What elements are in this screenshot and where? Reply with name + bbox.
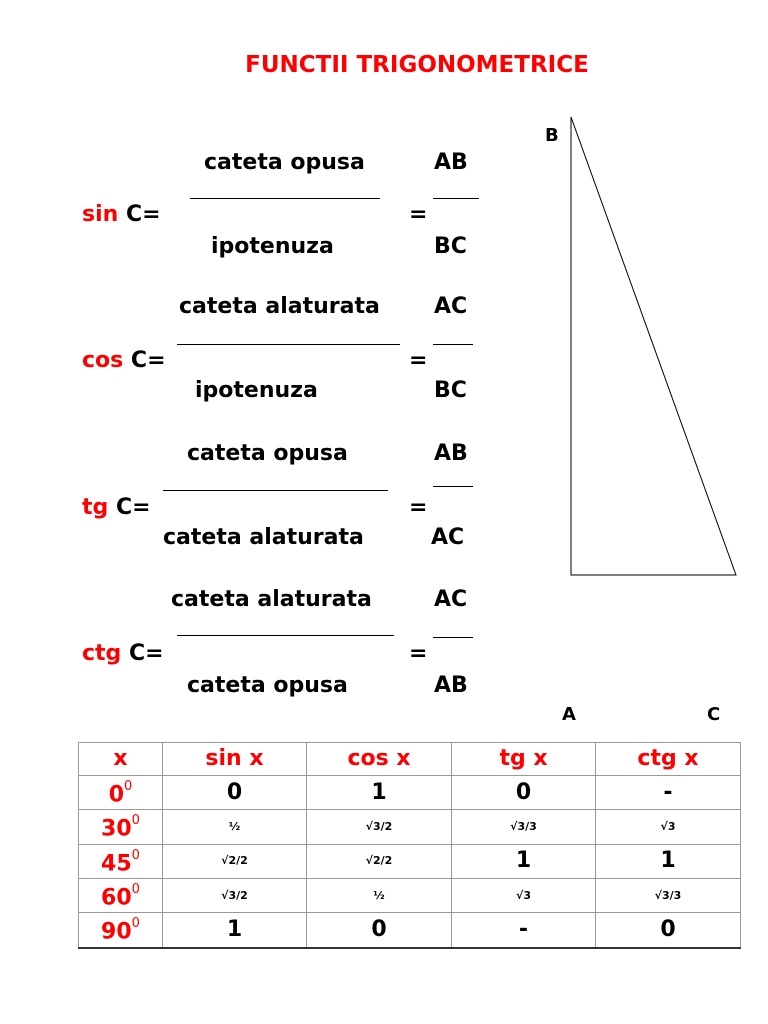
table-cell: √3 [452, 878, 596, 912]
ratio-bar [433, 486, 473, 487]
column-header: tg x [452, 743, 596, 776]
ratio-denominator: AB [434, 673, 468, 698]
fraction-bar [177, 635, 394, 636]
degree-mark: 0 [131, 881, 140, 897]
vertex-label-a: A [562, 704, 576, 725]
page-title: FUNCTII TRIGONOMETRICE [245, 52, 589, 78]
function-argument: C= [128, 641, 164, 666]
table-cell: - [452, 913, 596, 948]
ratio-bar [433, 344, 473, 345]
table-cell: ½ [307, 878, 452, 912]
formula-denominator: cateta alaturata [163, 525, 364, 550]
angle-value: 30 [101, 816, 132, 842]
equals-sign: = [409, 495, 428, 520]
angle-value: 60 [101, 885, 132, 911]
column-header: sin x [163, 743, 307, 776]
formula-lhs [82, 202, 161, 227]
formula-numerator: cateta alaturata [179, 294, 380, 319]
formula-numerator: cateta opusa [187, 441, 348, 466]
table-cell: √3/2 [307, 810, 452, 844]
table-cell: 1 [596, 844, 741, 878]
formula-numerator: cateta alaturata [171, 587, 372, 612]
fraction-bar [163, 490, 388, 491]
table-cell: - [596, 776, 741, 810]
formula-ctg [0, 587, 520, 727]
table-cell: √3/3 [452, 810, 596, 844]
table-cell: 0 [307, 913, 452, 948]
formula-tg [0, 441, 520, 581]
formula-lhs [82, 641, 164, 666]
ratio-denominator: BC [434, 378, 467, 403]
table-cell: √2/2 [163, 844, 307, 878]
ratio-numerator: AB [434, 150, 468, 175]
function-argument: C= [125, 202, 161, 227]
ratio-bar [433, 198, 479, 199]
vertex-label-c: C [707, 704, 721, 725]
formula-lhs [82, 495, 151, 520]
formula-lhs [82, 348, 166, 373]
function-name: ctg [82, 641, 122, 666]
function-name: tg [82, 495, 109, 520]
table-row [79, 878, 741, 912]
function-name: cos [82, 348, 124, 373]
table-cell: 0 [596, 913, 741, 948]
equals-sign: = [409, 202, 428, 227]
table-cell: 0 [163, 776, 307, 810]
function-argument: C= [115, 495, 151, 520]
right-triangle-diagram [560, 112, 750, 582]
table-row [79, 913, 741, 948]
angle-value: 45 [101, 850, 132, 876]
ratio-numerator: AB [434, 441, 468, 466]
ratio-denominator: BC [434, 234, 467, 259]
formula-numerator: cateta opusa [204, 150, 365, 175]
ratio-bar [433, 637, 473, 638]
table-cell: √3/3 [596, 878, 741, 912]
triangle-shape [571, 117, 736, 575]
table-cell: 1 [163, 913, 307, 948]
angle-cell [79, 844, 163, 878]
fraction-bar [190, 198, 380, 199]
degree-mark: 0 [131, 847, 140, 863]
angle-cell [79, 878, 163, 912]
trig-values-table [78, 742, 741, 949]
table-cell: 0 [452, 776, 596, 810]
column-header: ctg x [596, 743, 741, 776]
fraction-bar [177, 344, 400, 345]
table-cell: 1 [307, 776, 452, 810]
formula-denominator: cateta opusa [187, 673, 348, 698]
table-cell: 1 [452, 844, 596, 878]
column-header: x [79, 743, 163, 776]
vertex-label-b: B [545, 125, 559, 146]
equals-sign: = [409, 348, 428, 373]
table-row [79, 810, 741, 844]
formula-cos [0, 294, 520, 434]
table-cell: ½ [163, 810, 307, 844]
table-cell: √3 [596, 810, 741, 844]
column-header: cos x [307, 743, 452, 776]
formula-denominator: ipotenuza [195, 378, 318, 403]
angle-cell [79, 913, 163, 948]
table-row [79, 844, 741, 878]
table-cell: √2/2 [307, 844, 452, 878]
table-row [79, 776, 741, 810]
angle-value: 0 [108, 782, 125, 808]
angle-cell [79, 776, 163, 810]
ratio-numerator: AC [434, 587, 468, 612]
degree-mark: 0 [131, 813, 140, 829]
ratio-numerator: AC [434, 294, 468, 319]
function-name: sin [82, 202, 119, 227]
formula-denominator: ipotenuza [211, 234, 334, 259]
table-header-row [79, 743, 741, 776]
formula-sin [0, 150, 520, 290]
equals-sign: = [409, 641, 428, 666]
table-cell: √3/2 [163, 878, 307, 912]
angle-value: 90 [101, 919, 132, 945]
degree-mark: 0 [131, 916, 140, 932]
degree-mark: 0 [124, 779, 133, 794]
angle-cell [79, 810, 163, 844]
function-argument: C= [130, 348, 166, 373]
ratio-denominator: AC [431, 525, 465, 550]
